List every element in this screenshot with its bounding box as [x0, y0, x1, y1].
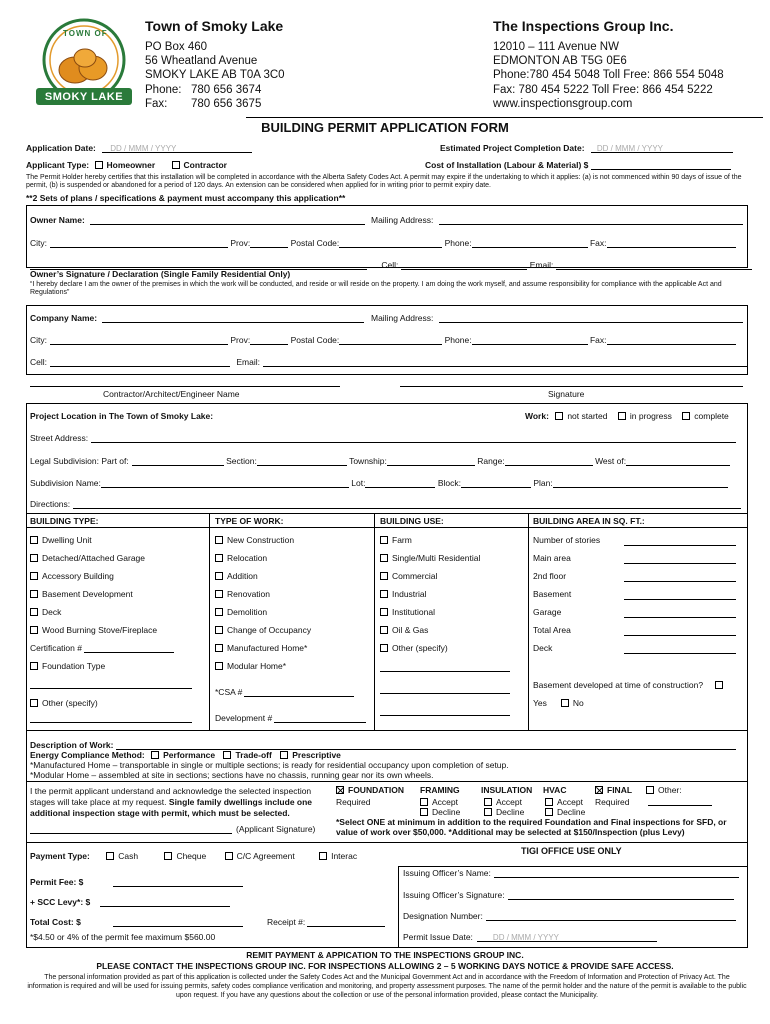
certification-row: Certification #: [30, 643, 174, 653]
building-use-option[interactable]: Farm: [380, 535, 412, 545]
owner-postal-field[interactable]: [339, 238, 442, 248]
inspection-hvac-header: HVAC: [543, 785, 567, 795]
owner-name-row: [30, 215, 365, 225]
area-row: Total Area: [533, 625, 571, 635]
inspection-other: Other:: [646, 785, 682, 795]
tradeoff-label: Trade-off: [235, 750, 272, 760]
issue-date-field[interactable]: DD / MMM / YYYY: [477, 932, 657, 942]
type-of-work-option[interactable]: Relocation: [215, 553, 267, 563]
owner-mailing-row: [371, 215, 743, 225]
homeowner-checkbox[interactable]: [95, 161, 103, 169]
legal-part-field[interactable]: [132, 456, 224, 466]
inspections-address-line: EDMONTON AB T5G 0E6: [493, 54, 627, 67]
directions-field[interactable]: [73, 499, 741, 509]
owner-name-label: Owner Name:: [30, 215, 85, 225]
cc-label: C/C Agreement: [236, 851, 295, 861]
town-address-block: [145, 18, 345, 111]
lot-field[interactable]: [365, 478, 435, 488]
owner-email-field[interactable]: [556, 260, 752, 270]
tradeoff-checkbox[interactable]: [223, 751, 231, 759]
building-type-option[interactable]: Accessory Building: [30, 571, 114, 581]
company-mailing-row: [371, 313, 743, 323]
company-cell-label: Cell:: [30, 357, 48, 367]
section-field[interactable]: [257, 456, 347, 466]
company-mailing-label: Mailing Address:: [371, 313, 434, 323]
contractor-name-line: [30, 386, 340, 387]
building-area-header: BUILDING AREA IN SQ. FT.:: [533, 516, 645, 526]
applicant-type-row: [26, 160, 227, 170]
type-of-work-header: TYPE OF WORK:: [215, 516, 284, 526]
owner-city-row: [30, 238, 736, 248]
cost-row: [425, 160, 731, 170]
west-of-label: West of:: [595, 456, 627, 466]
subdivision-name-field[interactable]: [101, 478, 349, 488]
building-type-option[interactable]: Wood Burning Stove/Fireplace: [30, 625, 157, 635]
company-name-row: [30, 313, 364, 323]
company-postal-label: Postal Code:: [290, 335, 340, 345]
building-use-option[interactable]: Single/Multi Residential: [380, 553, 480, 563]
legal-subdivision-label: Legal Subdivision: Part of:: [30, 456, 129, 466]
company-city-field[interactable]: [50, 335, 228, 345]
town-address-line: PO Box 460: [145, 40, 208, 53]
range-label: Range:: [477, 456, 505, 466]
energy-label: Energy Compliance Method:: [30, 750, 145, 760]
town-fax-label: Fax:: [145, 98, 168, 110]
owner-phone-label: Phone:: [444, 238, 472, 248]
applicant-type-label: Applicant Type:: [26, 160, 90, 170]
form-title: BUILDING PERMIT APPLICATION FORM: [261, 120, 509, 135]
plan-field[interactable]: [553, 478, 728, 488]
area-field[interactable]: [624, 599, 736, 600]
signature-caption: Signature: [548, 389, 585, 399]
csa-field[interactable]: [244, 687, 354, 697]
interac-label: Interac: [331, 851, 358, 861]
owner-email-label: Email:: [529, 260, 554, 270]
area-row: Main area: [533, 553, 571, 563]
owner-signature-title: Owner’s Signature / Declaration (Single Family Residential Only): [30, 269, 291, 279]
company-fax-label: Fax:: [589, 335, 607, 345]
inspections-name: The Inspections Group Inc.: [493, 18, 674, 34]
applicant-signature-caption: (Applicant Signature): [236, 824, 316, 834]
inspection-foundation-required: Required: [336, 797, 371, 807]
permit-fee-row: Permit Fee: $: [30, 877, 243, 887]
building-use-option[interactable]: Oil & Gas: [380, 625, 428, 635]
other-use-line: [380, 715, 510, 716]
company-phone-field[interactable]: [472, 335, 588, 345]
contractor-checkbox[interactable]: [172, 161, 180, 169]
officer-name-row: Issuing Officer’s Name:: [403, 868, 739, 878]
scc-levy-field[interactable]: [100, 897, 230, 907]
legal-subdivision-row: [30, 456, 730, 466]
cost-field[interactable]: [591, 160, 731, 170]
other-inspection-checkbox[interactable]: [646, 786, 654, 794]
company-name-field[interactable]: [102, 313, 364, 323]
town-address-line: 56 Wheatland Avenue: [145, 54, 258, 67]
owner-city-field[interactable]: [50, 238, 228, 248]
column-header-divider: [26, 527, 748, 528]
office-use-title: TIGI OFFICE USE ONLY: [521, 846, 622, 856]
framing-accept: Accept: [420, 797, 458, 807]
complete-checkbox[interactable]: [682, 412, 690, 420]
prescriptive-label: Prescriptive: [292, 750, 341, 760]
insulation-accept: Accept: [484, 797, 522, 807]
inspections-address-line: 12010 – 111 Avenue NW: [493, 40, 619, 53]
development-row: Development #: [215, 713, 366, 723]
type-of-work-option[interactable]: Demolition: [215, 607, 267, 617]
footer-remit: REMIT PAYMENT & APPICATION TO THE INSPECTIONS GROUP INC.: [246, 950, 524, 960]
area-row: 2nd floor: [533, 571, 567, 581]
work-status-row: [525, 411, 729, 421]
certification-field[interactable]: [84, 643, 174, 653]
designation-field[interactable]: [486, 911, 736, 921]
cash-checkbox[interactable]: [106, 852, 114, 860]
basement-yes-no: Yes No: [533, 698, 584, 708]
no-checkbox[interactable]: [561, 699, 569, 707]
owner-fax-field[interactable]: [607, 238, 736, 248]
building-type-option[interactable]: Deck: [30, 607, 61, 617]
subdivision-row: [30, 478, 728, 488]
application-date-label: Application Date:: [26, 143, 96, 153]
town-fax: 780 656 3675: [191, 98, 262, 110]
township-field[interactable]: [387, 456, 475, 466]
company-fax-field[interactable]: [607, 335, 736, 345]
inspection-final-required: Required: [595, 797, 630, 807]
officer-signature-field[interactable]: [508, 890, 734, 900]
inspections-phone-line: Phone:780 454 5048 Toll Free: 866 554 5048: [493, 69, 724, 82]
cash-label: Cash: [118, 851, 139, 861]
owner-fax-label: Fax:: [589, 238, 607, 248]
performance-label: Performance: [163, 750, 216, 760]
company-phone-label: Phone:: [444, 335, 472, 345]
area-field[interactable]: [624, 581, 736, 582]
company-cell-row: [30, 357, 747, 367]
owner-cell-label: Cell:: [381, 260, 399, 270]
area-row: Number of stories: [533, 535, 601, 545]
inspections-website: www.inspectionsgroup.com: [493, 98, 633, 110]
area-row: Basement: [533, 589, 572, 599]
description-row: [30, 740, 736, 750]
cheque-label: Cheque: [176, 851, 207, 861]
directions-row: [30, 499, 741, 509]
building-use-option[interactable]: Industrial: [380, 589, 427, 599]
completion-date-label: Estimated Project Completion Date:: [440, 143, 585, 153]
other-use-line: [380, 671, 510, 672]
company-name-label: Company Name:: [30, 313, 98, 323]
cost-label: Cost of Installation (Labour & Material) $: [425, 160, 589, 170]
applicant-signature-row: [30, 824, 315, 834]
prescriptive-checkbox[interactable]: [280, 751, 288, 759]
header-divider: [246, 117, 763, 118]
logo-bottom-text: SMOKY LAKE: [44, 91, 124, 103]
area-field[interactable]: [624, 617, 736, 618]
energy-compliance-row: [30, 750, 341, 760]
final-checkbox[interactable]: [595, 786, 603, 794]
levy-note: *$4.50 or 4% of the permit fee maximum $560.00: [30, 932, 216, 942]
scc-levy-row: + SCC Levy*: $: [30, 897, 230, 907]
certify-text: The Permit Holder hereby certifies that this installation will be completed in accordance with the Alberta Safety Codes Act. A permit may expire if the undertaking to which it applies: (a) is not commenced within 90 days of issue of the permit, (b) is suspended or abandoned for a period of 120 days. An extension can be considered when applied for in writing prior to permit expiry date.: [26, 174, 742, 190]
section-label: Section:: [226, 456, 257, 466]
csa-row: *CSA #: [215, 687, 354, 697]
subdivision-name-label: Subdivision Name:: [30, 478, 101, 488]
column-divider: [209, 513, 210, 731]
application-date-row: [26, 143, 252, 153]
area-row: Garage: [533, 607, 562, 617]
owner-prov-field[interactable]: [250, 238, 288, 248]
building-use-option[interactable]: Commercial: [380, 571, 437, 581]
owner-declaration-text: “I hereby declare I am the owner of the premises in which the work will be conducted, and reside or will reside on the property. I am doing the work myself, and assume responsibility for compliance with the applicable Act and Regulations”: [30, 281, 722, 297]
foundation-type-line: [30, 688, 192, 689]
west-of-field[interactable]: [626, 456, 730, 466]
area-field[interactable]: [624, 635, 736, 636]
directions-label: Directions:: [30, 499, 71, 509]
manufactured-home-note: *Manufactured Home – transportable in single or multiple sections; is ready for residential occupancy upon completion of setup.: [30, 760, 509, 770]
homeowner-label: Homeowner: [106, 160, 156, 170]
total-cost-field[interactable]: [113, 917, 243, 927]
completion-date-row: [440, 143, 733, 153]
company-city-row: [30, 335, 736, 345]
inspection-final: FINAL: [595, 785, 632, 795]
area-field[interactable]: [624, 563, 736, 564]
payment-type-label: Payment Type:: [30, 851, 90, 861]
framing-decline: Decline: [420, 807, 460, 817]
modular-home-note: *Modular Home – assembled at site in sections; sections have no chassis, running gear nor its own wheels.: [30, 770, 434, 780]
town-logo: [33, 18, 135, 108]
permit-fee-field[interactable]: [113, 877, 243, 887]
description-field[interactable]: [116, 740, 736, 750]
hvac-decline: Decline: [545, 807, 585, 817]
area-field[interactable]: [624, 545, 736, 546]
receipt-row: Receipt #:: [267, 917, 385, 927]
building-type-option[interactable]: Dwelling Unit: [30, 535, 92, 545]
owner-name-field[interactable]: [90, 215, 365, 225]
block-field[interactable]: [461, 478, 531, 488]
block-label: Block:: [437, 478, 461, 488]
column-divider: [374, 513, 375, 731]
range-field[interactable]: [505, 456, 593, 466]
other-inspection-line[interactable]: [648, 805, 712, 806]
type-of-work-option[interactable]: Addition: [215, 571, 258, 581]
insulation-decline: Decline: [484, 807, 524, 817]
contractor-label: Contractor: [183, 160, 227, 170]
officer-signature-row: Issuing Officer’s Signature:: [403, 890, 734, 900]
owner-mailing-field[interactable]: [439, 215, 743, 225]
street-address-label: Street Address:: [30, 433, 89, 443]
owner-city-label: City:: [30, 238, 47, 248]
contractor-signature-line: [400, 386, 743, 387]
type-of-work-option[interactable]: New Construction: [215, 535, 294, 545]
building-use-header: BUILDING USE:: [380, 516, 444, 526]
other-type-option[interactable]: Other (specify): [30, 698, 98, 708]
not-started-checkbox[interactable]: [555, 412, 563, 420]
office-divider: [398, 866, 399, 948]
building-type-option[interactable]: Basement Development: [30, 589, 133, 599]
lot-label: Lot:: [351, 478, 366, 488]
inspection-acknowledgement: I the permit applicant understand and acknowledge the selected inspection stages will take place at my request. Single family dwellings include one additional inspection stage with permit, which must be selected.: [30, 786, 313, 819]
owner-phone-field[interactable]: [472, 238, 588, 248]
town-address-line: SMOKY LAKE AB T0A 3C0: [145, 69, 285, 82]
project-location-label: Project Location in The Town of Smoky Lake:: [30, 411, 214, 421]
privacy-notice: The personal information provided as part of this application is collected under the Safety Codes Act and the Municipal Government Act and in accordance with the Freedom of Information and Protection of Privacy Act. The information is required and will be used for issuing permits, safety codes compliance verification and monitoring, and property assessment purposes. The name of the permit holder and the nature of the permit is available to the public upon request. If you have any questions about the collection or use of the personal information provided, please contact the Municipality.: [27, 974, 747, 1000]
cheque-checkbox[interactable]: [164, 852, 172, 860]
street-address-row: [30, 433, 736, 443]
building-type-header: BUILDING TYPE:: [30, 516, 99, 526]
inspections-fax-line: Fax: 780 454 5222 Toll Free: 866 454 5222: [493, 83, 713, 96]
office-divider: [398, 866, 748, 867]
designation-row: Designation Number:: [403, 911, 736, 921]
application-date-field[interactable]: DD / MMM / YYYY: [102, 143, 252, 153]
inspection-insulation-header: INSULATION: [481, 785, 533, 795]
foundation-type-option[interactable]: Foundation Type: [30, 661, 105, 671]
owner-mailing-label: Mailing Address:: [371, 215, 434, 225]
building-use-option[interactable]: Other (specify): [380, 643, 448, 653]
performance-checkbox[interactable]: [151, 751, 159, 759]
township-label: Township:: [349, 456, 387, 466]
foundation-checkbox[interactable]: [336, 786, 344, 794]
interac-checkbox[interactable]: [319, 852, 327, 860]
other-type-line: [30, 722, 192, 723]
area-field[interactable]: [624, 653, 736, 654]
inspection-foundation: FOUNDATION: [336, 785, 404, 795]
town-name: Town of Smoky Lake: [145, 18, 284, 34]
company-email-field[interactable]: [263, 357, 747, 367]
company-prov-label: Prov:: [230, 335, 251, 345]
completion-date-field[interactable]: DD / MMM / YYYY: [591, 143, 733, 153]
company-cell-field[interactable]: [50, 357, 230, 367]
basement-question: Basement developed at time of construction?: [533, 680, 727, 690]
in-progress-checkbox[interactable]: [618, 412, 626, 420]
type-of-work-option[interactable]: Renovation: [215, 589, 270, 599]
town-phone: 780 656 3674: [191, 83, 262, 96]
payment-type-row: [30, 851, 357, 861]
type-of-work-option[interactable]: Manufactured Home*: [215, 643, 307, 653]
column-divider: [528, 513, 529, 731]
type-of-work-option[interactable]: Change of Occupancy: [215, 625, 311, 635]
work-label: Work:: [525, 411, 549, 421]
total-cost-row: Total Cost: $: [30, 917, 243, 927]
area-row: Deck: [533, 643, 553, 653]
street-address-field[interactable]: [91, 433, 736, 443]
plan-label: Plan:: [533, 478, 553, 488]
applicant-signature-field[interactable]: [30, 824, 232, 834]
company-city-label: City:: [30, 335, 47, 345]
owner-postal-label: Postal Code:: [290, 238, 340, 248]
inspections-address-block: [493, 18, 763, 111]
town-phone-label: Phone:: [145, 83, 182, 96]
logo-top-text: TOWN OF: [63, 29, 108, 38]
description-label: Description of Work:: [30, 740, 114, 750]
inspection-select-note: *Select ONE at minimum in addition to the required Foundation and Final inspections for SFD, or value of work over $50,000. *Additional may be selected at $150/Inspection (plus Levy): [336, 817, 727, 837]
other-use-line: [380, 693, 510, 694]
inspection-framing-header: FRAMING: [420, 785, 460, 795]
footer-contact: PLEASE CONTACT THE INSPECTIONS GROUP INC. FOR INSPECTIONS ALLOWING 2 – 5 WORKING DAYS NOTICE & PROVIDE SAFE ACCESS.: [96, 961, 674, 971]
building-type-option[interactable]: Detached/Attached Garage: [30, 553, 145, 563]
type-of-work-option[interactable]: Modular Home*: [215, 661, 286, 671]
complete-label: complete: [694, 411, 729, 421]
company-mailing-field[interactable]: [439, 313, 743, 323]
building-use-option[interactable]: Institutional: [380, 607, 435, 617]
owner-prov-label: Prov:: [230, 238, 251, 248]
company-prov-field[interactable]: [250, 335, 288, 345]
hvac-accept: Accept: [545, 797, 583, 807]
development-field[interactable]: [274, 713, 366, 723]
not-started-label: not started: [567, 411, 608, 421]
contractor-name-caption: Contractor/Architect/Engineer Name: [103, 389, 240, 399]
officer-name-field[interactable]: [494, 868, 739, 878]
cc-checkbox[interactable]: [225, 852, 233, 860]
issue-date-row: Permit Issue Date: DD / MMM / YYYY: [403, 932, 657, 942]
in-progress-label: in progress: [629, 411, 672, 421]
basement-checkbox[interactable]: [715, 681, 723, 689]
receipt-field[interactable]: [307, 917, 385, 927]
owner-cell-field[interactable]: [401, 260, 527, 270]
company-postal-field[interactable]: [339, 335, 442, 345]
two-sets-notice: **2 Sets of plans / specifications & payment must accompany this application**: [26, 193, 346, 203]
company-email-label: Email:: [236, 357, 261, 367]
